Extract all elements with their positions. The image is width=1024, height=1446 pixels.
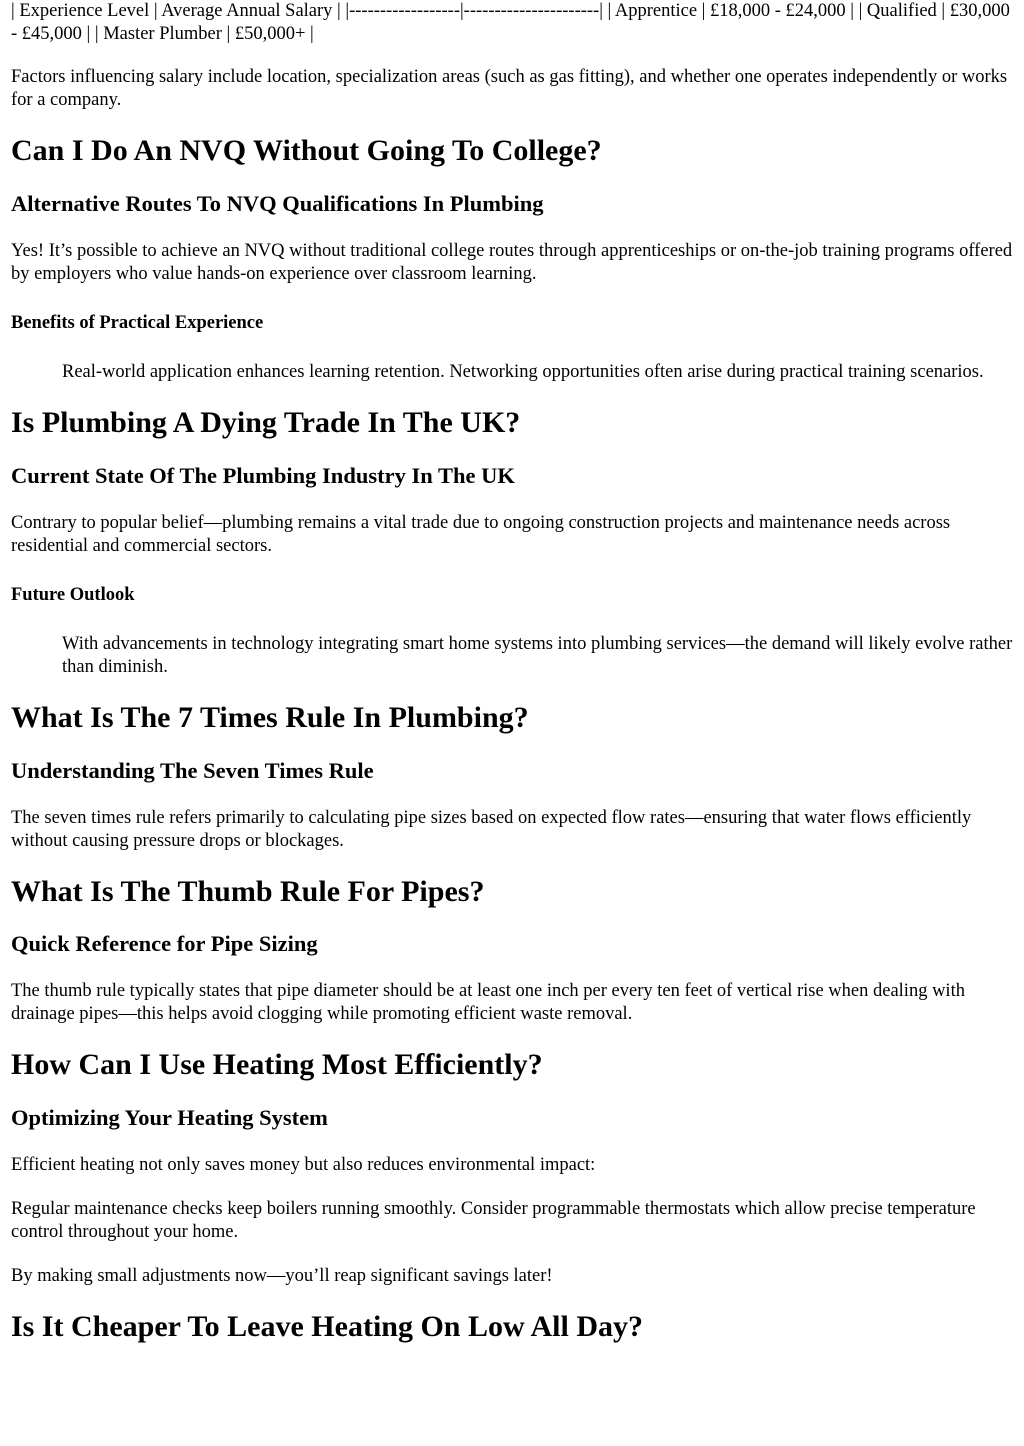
future-outlook-heading: Future Outlook	[11, 585, 135, 605]
thumb-rule-heading: What Is The Thumb Rule For Pipes?	[11, 875, 485, 908]
heating-subheading: Optimizing Your Heating System	[11, 1105, 328, 1130]
nvq-paragraph: Yes! It’s possible to achieve an NVQ without traditional college routes through apprenticeships or on-the-job training programs offered by employers who value hands-on experience over classroom learning.	[11, 241, 1013, 284]
nvq-subheading: Alternative Routes To NVQ Qualifications In Plumbing	[11, 191, 544, 216]
heating-paragraph-3: By making small adjustments now—you’ll reap significant savings later!	[11, 1266, 553, 1286]
dying-trade-heading: Is Plumbing A Dying Trade In The UK?	[11, 406, 521, 439]
seven-times-subheading: Understanding The Seven Times Rule	[11, 758, 374, 783]
seven-times-heading: What Is The 7 Times Rule In Plumbing?	[11, 701, 529, 734]
heating-paragraph-2: Regular maintenance checks keep boilers running smoothly. Consider programmable thermostats which allow precise temperature control throughout your home.	[11, 1199, 976, 1242]
seven-times-paragraph: The seven times rule refers primarily to calculating pipe sizes based on expected flow rates—ensuring that water flows efficiently without causing pressure drops or blockages.	[11, 808, 972, 851]
dying-trade-subheading: Current State Of The Plumbing Industry In The UK	[11, 463, 515, 488]
cheaper-heading: Is It Cheaper To Leave Heating On Low All Day?	[11, 1310, 644, 1343]
thumb-rule-paragraph: The thumb rule typically states that pipe diameter should be at least one inch per every ten feet of vertical rise when dealing with drainage pipes—this helps avoid clogging while promoting efficient waste removal.	[11, 981, 965, 1024]
future-outlook-quote: With advancements in technology integrating smart home systems into plumbing services—the demand will likely evolve rather than diminish.	[62, 634, 1013, 677]
salary-table-text: | Experience Level | Average Annual Salary | |------------------|----------------------| | Apprentice | £18,000 - £24,000 | | Qualified | £30,000 - £45,000 | | Master Plumber | £50,000+ |	[11, 1, 1010, 44]
dying-trade-paragraph: Contrary to popular belief—plumbing remains a vital trade due to ongoing construction projects and maintenance needs across residential and commercial sectors.	[11, 513, 951, 556]
heating-heading: How Can I Use Heating Most Efficiently?	[11, 1048, 543, 1081]
nvq-quote: Real-world application enhances learning retention. Networking opportunities often arise during practical training scenarios.	[62, 362, 984, 382]
nvq-heading: Can I Do An NVQ Without Going To College?	[11, 134, 602, 167]
salary-factors-paragraph: Factors influencing salary include location, specialization areas (such as gas fitting), and whether one operates independently or works for a company.	[11, 67, 1008, 110]
nvq-minor-heading: Benefits of Practical Experience	[11, 313, 264, 333]
heating-paragraph-1: Efficient heating not only saves money but also reduces environmental impact:	[11, 1155, 596, 1175]
thumb-rule-subheading: Quick Reference for Pipe Sizing	[11, 931, 318, 956]
